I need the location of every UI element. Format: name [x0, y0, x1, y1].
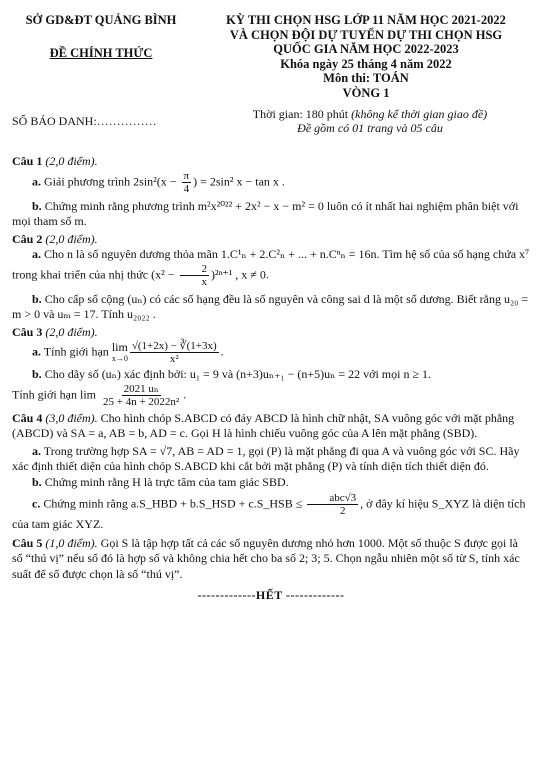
question-2-title: Câu 2 (2,0 điểm). [12, 231, 98, 246]
question-4-intro: Câu 4 (3,0 điểm). Cho hình chóp S.ABCD có đáy ABCD là hình chữ nhật, SA vuông góc với mặt phẳng (ABCD) và SA = a, AB = b, AD = c. Gọi H là hình chiếu vuông góc của A lên mặt phẳng (SBD). [12, 410, 515, 440]
question-1b: b. Chứng minh rằng phương trình m²x²⁰²² + 2x² − x − m² = 0 luôn có ít nhất hai nghiệm phân biệt với mọi tham số m. [12, 198, 519, 228]
header-left [12, 13, 190, 61]
exam-title-line2: VÀ CHỌN ĐỘI DỰ TUYỂN DỰ THI CHỌN HSG [229, 27, 503, 42]
question-3b-limit: Tính giới hạn lim $\frac{\text{2021 uₙ}}{\text{25 + 4n + 2022n²}}$ . [12, 382, 187, 408]
end-marker: -------------HẾT ------------- [197, 588, 345, 602]
department-name: SỞ GD&ĐT QUẢNG BÌNH [25, 13, 177, 27]
question-3b: b. Cho dãy số (uₙ) xác định bởi: u₁ = 9 và (n+3)uₙ₊₁ − (n+5)uₙ = 22 với mọi n ≥ 1. [32, 367, 432, 381]
question-4a: a. Trong trường hợp SA = √7, AB = AD = 1, gọi (P) là mặt phẳng đi qua A và vuông góc với SC. Hãy xác định thiết diện của hình chóp S.ABCD khi cắt bởi mặt phẳng (P) và tính diện tích thiết diện đó. [12, 443, 520, 473]
exam-title-line1: KỲ THI CHỌN HSG LỚP 11 NĂM HỌC 2021-2022 [226, 13, 506, 27]
exam-round: VÒNG 1 [342, 85, 390, 100]
question-1a: a. Giải phương trình 2sin²(x − $\frac{\pi}{4}$ ) = 2sin² x − tan x . [32, 169, 285, 195]
header-right [200, 13, 532, 100]
time-info [205, 108, 535, 135]
exam-date: Khóa ngày 25 tháng 4 năm 2022 [280, 56, 452, 71]
question-3-title: Câu 3 (2,0 điểm). [12, 324, 98, 339]
question-1-title: Câu 1 (2,0 điểm). [12, 154, 98, 168]
question-2b: b. Cho cấp số cộng (uₙ) có các số hạng đều là số nguyên và công sai d là một số dương. Biết rằng u₂₀ = m > 0 và uₘ = 17. Tính u₂₀₂₂ . [12, 291, 529, 321]
question-5: Câu 5 (1,0 điểm). Gọi S là tập hợp tất cả các số nguyên dương nhỏ hơn 1000. Một số thuộc S được gọi là số “thú vị” nếu số đó là hợp số và không chia hết cho ba số 2; 3; 5. Chọn ngẫu nhiên một số từ S, tính xác suất để số được chọn là số “thú vị”. [12, 535, 520, 581]
exam-body [12, 152, 530, 604]
question-4b: b. Chứng minh rằng H là trực tâm của tam giác SBD. [32, 474, 289, 489]
candidate-number: SỐ BÁO DANH:…………… [12, 114, 157, 128]
pages-note: Đề gồm có 01 trang và 05 câu [297, 120, 443, 135]
question-3a: a. Tính giới hạn lim x→0 $\frac{√(1+2x) - ∛(1+3x)}{\text{x²}}$ . [32, 339, 224, 365]
exam-title-line3: QUỐC GIA NĂM HỌC 2022-2023 [273, 42, 459, 56]
official-label: ĐỀ CHÍNH THỨC [49, 46, 153, 60]
question-4c: c. Chứng minh rằng a.S_HBD + b.S_HSD + c.S_HSB ≤ $\frac{\text{abc√3}}{2}$ , ở đây kí hiệu S_XYZ là diện tích của tam giác XYZ. [12, 492, 526, 531]
exam-subject: Môn thi: TOÁN [323, 71, 409, 85]
time-note: (không kể thời gian giao đề) [351, 107, 488, 121]
question-2a: a. Cho n là số nguyên dương thỏa mãn 1.C¹ₙ + 2.C²ₙ + ... + n.Cⁿₙ = 16n. Tìm hệ số của số hạng chứa x⁷ trong khai triển của nhị thức (x² − $\frac{2}{x}$ )²ⁿ⁺¹ , x ≠ 0. [12, 247, 530, 288]
time-prefix: Thời gian: 180 phút [252, 107, 352, 121]
